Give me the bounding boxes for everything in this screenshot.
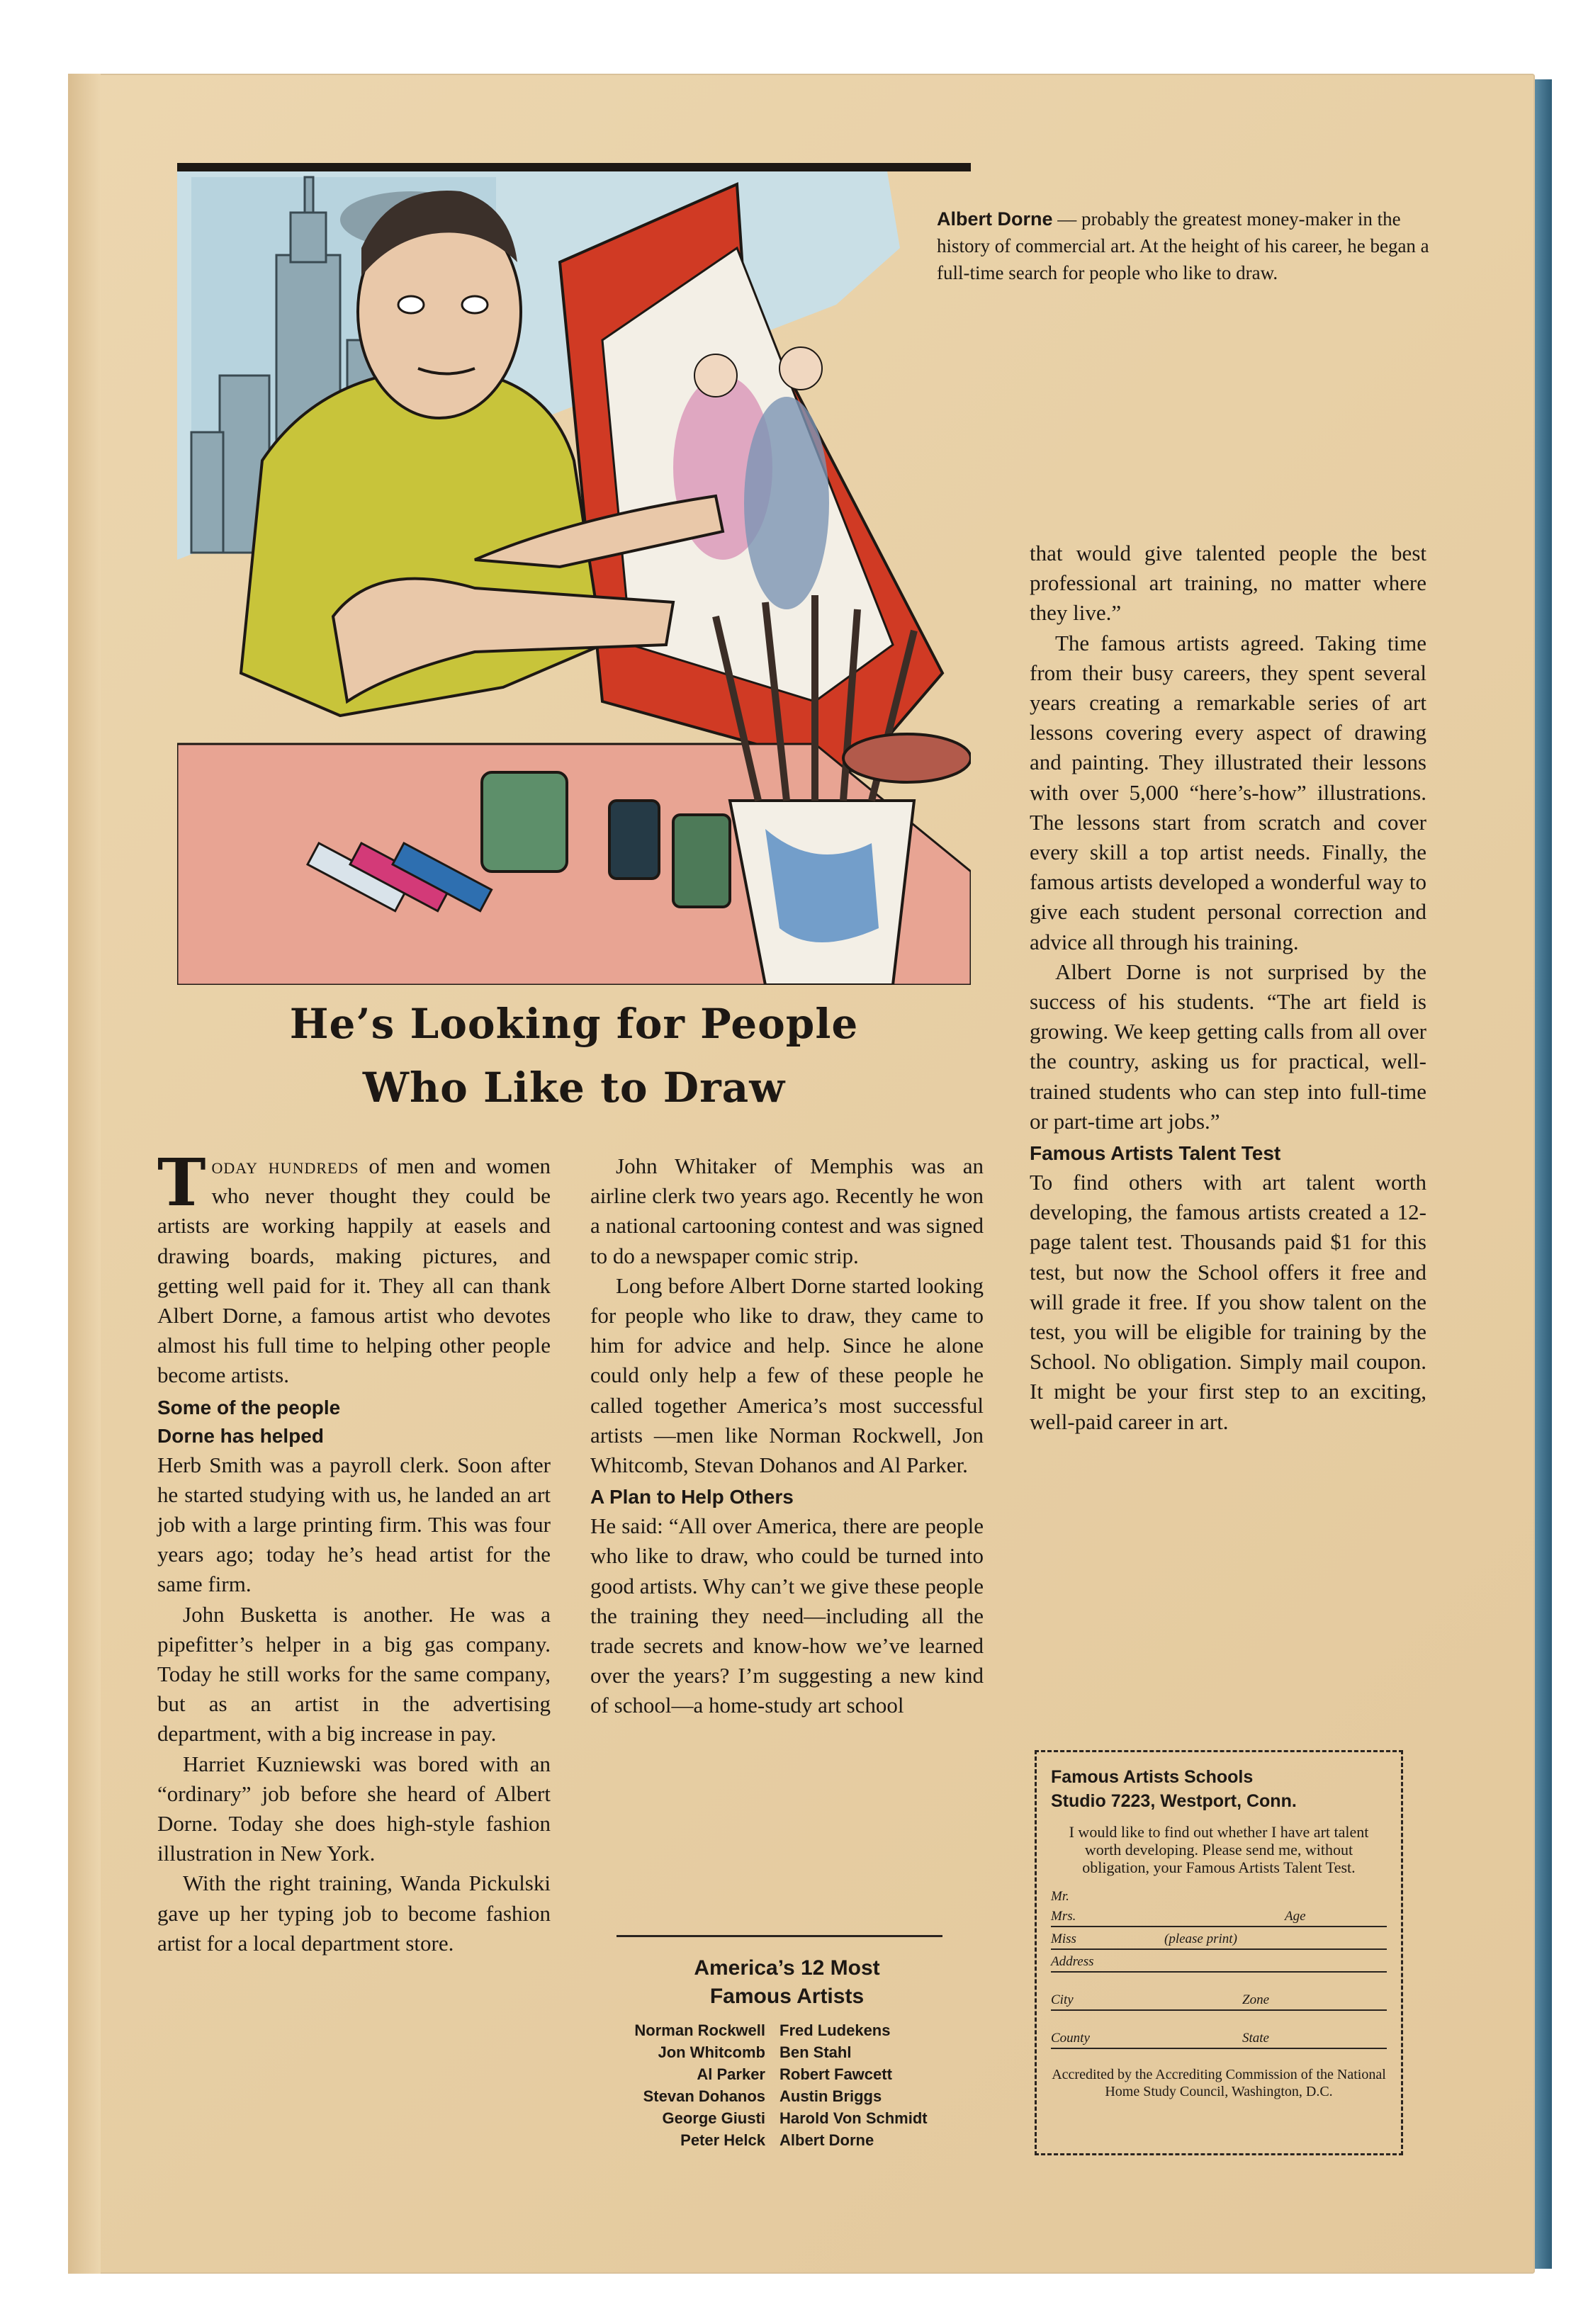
paragraph: Albert Dorne is not surprised by the success of his students. “The art field is growing. We keep getting calls from all over the country, asking us for practical, well-trained students who can step into full-time or part-time art jobs.” [1030, 959, 1426, 1134]
state-label: State [1242, 2031, 1269, 2046]
artists-list [567, 2019, 992, 2151]
miss-label: Miss [1051, 1931, 1076, 1946]
illustration-caption [937, 205, 1433, 286]
paragraph: that would give talented people the best professional art training, no matter where they live.” [1030, 541, 1426, 626]
cover-edge [1535, 79, 1552, 2269]
age-label: Age [1285, 1909, 1306, 1924]
artist-name: Harold Von Schmidt [779, 2109, 928, 2127]
artist-name: Fred Ludekens [779, 2021, 891, 2039]
mr-label: Mr. [1051, 1889, 1069, 1904]
divider [617, 1935, 942, 1937]
subheading: A Plan to Help Others [590, 1486, 794, 1508]
paragraph: He said: “All over America, there are people who like to draw, who could be turned into good artists. Why can’t we give these people the training they need—including all the trade secrets and know-how we’ve learned over the years? I’m suggesting a new kind of school—a home-study art school [590, 1513, 984, 1718]
paragraph [157, 1144, 551, 1391]
paragraph: John Whitaker of Memphis was an airline clerk two years ago. Recently he won a national cartooning contest and was signed to do a newspaper comic strip. [590, 1153, 984, 1268]
artist-name: Norman Rockwell [634, 2021, 765, 2039]
paragraph: Herb Smith was a payroll clerk. Soon after he started studying with us, he landed an art job with a large printing firm. This was four years ago; today he’s head artist for the same firm. [157, 1452, 551, 1597]
mail-coupon[interactable] [1035, 1750, 1403, 2155]
miss-field[interactable] [1051, 1930, 1387, 1950]
caption-text: — probably the greatest money-maker in the history of commercial art. At the height of his career, he began a full-time search for people who like to draw. [937, 208, 1429, 283]
artists-title-line: Famous Artists [709, 1985, 865, 2008]
article-column-2 [590, 1151, 984, 1721]
address-field[interactable] [1051, 1953, 1387, 1973]
headline [177, 992, 971, 1119]
zone-label: Zone [1242, 1992, 1269, 2007]
city-field[interactable] [1051, 1991, 1387, 2011]
subheading-line: Some of the people [157, 1396, 341, 1418]
artist-name: Ben Stahl [779, 2043, 852, 2061]
print-hint: (please print) [1164, 1931, 1237, 1946]
paragraph: Harriet Kuzniewski was bored with an “ordinary” job before she heard of Albert Dorne. Today she does high-style fashion illustration in New York. [157, 1751, 551, 1866]
paragraph: With the right training, Wanda Pickulski gave up her typing job to become fashion artist for a local department store. [157, 1871, 551, 1956]
caption-name: Albert Dorne [937, 208, 1053, 230]
subheading: Famous Artists Talent Test [1030, 1142, 1281, 1165]
artists-title-line: America’s 12 Most [694, 1956, 880, 1980]
artists-list-title [590, 1954, 984, 2011]
article-column-1 [157, 1144, 551, 1958]
paragraph: To find others with art talent worth developing, the famous artists created a 12-page talent test. Thousands paid $1 for this test, but now the School offers it free and will grade it free. If you show talent on the test, you will be eligible for training by the School. No obligation. Simply mail coupon. It might be your first step to an exciting, well-paid career in art. [1030, 1170, 1426, 1434]
city-label: City [1051, 1992, 1074, 2007]
mrs-label: Mrs. [1051, 1909, 1076, 1924]
coupon-address: Studio 7223, Westport, Conn. [1051, 1791, 1297, 1811]
coupon-school: Famous Artists Schools [1051, 1767, 1254, 1787]
article-column-3 [1030, 538, 1426, 1437]
artist-name: Stevan Dohanos [643, 2087, 765, 2105]
county-field[interactable] [1051, 2029, 1387, 2049]
paragraph: The famous artists agreed. Taking time from their busy careers, they spent several years creating a remarkable series of art lessons covering every aspect of drawing and painting. They illustrated their lessons with over 5,000 “here’s-how” illustrations. The lessons start from scratch and cover every skill a top artist needs. Finally, the famous artists developed a wonderful way to give each student personal correction and advice all through his training. [1030, 630, 1426, 954]
coupon-body: I would like to find out whether I have art talent worth developing. Please send me, without obligation, your Famous Artists Talent Test. [1069, 1823, 1369, 1876]
name-field[interactable] [1051, 1907, 1387, 1927]
paragraph: John Busketta is another. He was a pipefitter’s helper in a big gas company. Today he still works for the same company, but as an artist in the advertising department, with a big increase in pay. [157, 1601, 551, 1747]
headline-line-2: Who Like to Draw [362, 1064, 786, 1112]
artist-name: Robert Fawcett [779, 2065, 892, 2083]
headline-line-1: He’s Looking for People [289, 1000, 859, 1048]
coupon-footer: Accredited by the Accrediting Commission of the National Home Study Council, Washington, D.C. [1052, 2067, 1386, 2099]
artist-name: George Giusti [662, 2109, 765, 2127]
paragraph: Long before Albert Dorne started looking for people who like to draw, they came to him for advice and help. Since he alone could only help a few of these people he called together America’s most successful artists —men like Norman Rockwell, Jon Whitcomb, Stevan Dohanos and Al Parker. [590, 1273, 984, 1478]
artist-name: Austin Briggs [779, 2087, 882, 2105]
artist-name: Al Parker [697, 2065, 765, 2083]
artist-name: Jon Whitcomb [658, 2043, 765, 2061]
paragraph-text: of men and women who never thought they could be artists are working happily at easels and drawing boards, making pictures, and getting well paid for it. They all can thank Albert Dorne, a famous artist who devotes almost his full time to helping other people become artists. [157, 1153, 551, 1388]
spine-edge [68, 74, 101, 2274]
coupon-form [1051, 1889, 1387, 2049]
artist-illustration [177, 163, 971, 985]
subheading-line: Dorne has helped [157, 1424, 324, 1447]
artist-name: Albert Dorne [779, 2131, 874, 2149]
artist-name: Peter Helck [680, 2131, 765, 2149]
drop-cap: T [157, 1144, 206, 1221]
lead-in: oday hundreds [211, 1153, 359, 1178]
address-label: Address [1051, 1954, 1094, 1969]
subheading [157, 1394, 551, 1450]
county-label: County [1051, 2031, 1090, 2046]
